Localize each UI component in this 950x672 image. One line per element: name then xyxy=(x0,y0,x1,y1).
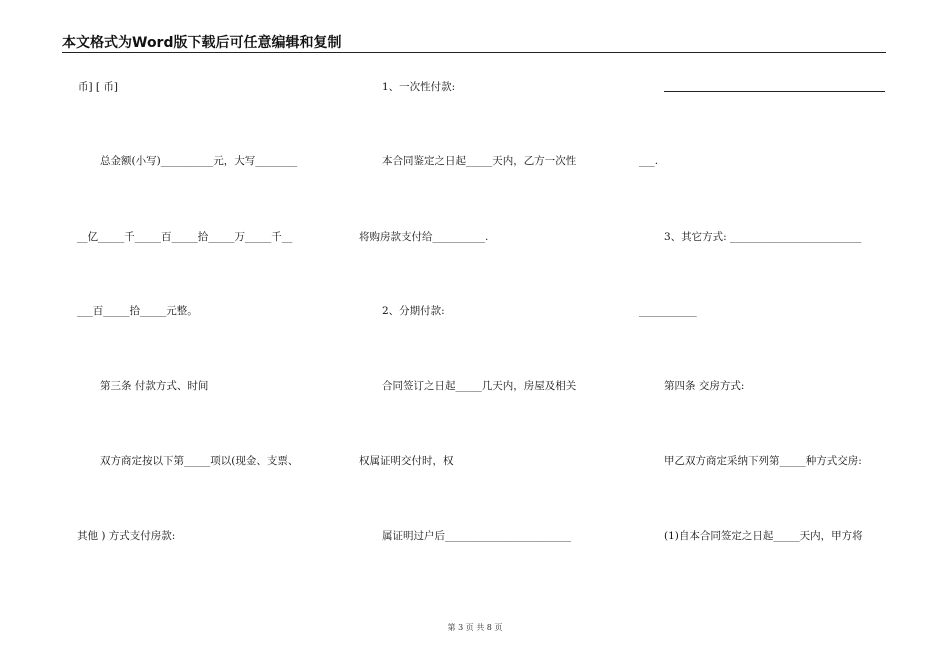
document-header: 本文格式为Word版下载后可任意编辑和复制 xyxy=(62,35,342,51)
header-divider xyxy=(62,52,886,53)
right-line-3: 3、其它方式: _________________________ xyxy=(664,231,862,243)
middle-line-2: 本合同鉴定之日起_____天内，乙方一次性 xyxy=(382,155,577,167)
middle-line-7: 属证明过户后________________________ xyxy=(382,530,571,542)
middle-line-5: 合同签订之日起_____几天内，房屋及相关 xyxy=(382,380,577,392)
left-line-2: 总金额(小写)__________元，大写________ xyxy=(100,155,298,167)
right-line-6: 甲乙双方商定采纳下列第_____种方式交房: xyxy=(664,455,862,467)
left-line-6: 双方商定按以下第_____项以(现金、支票、 xyxy=(100,455,299,467)
left-line-5: 第三条 付款方式、时间 xyxy=(100,380,209,392)
right-fill-line xyxy=(664,91,885,92)
right-line-2: ___. xyxy=(639,155,659,167)
page-number: 第 3 页 共 8 页 xyxy=(447,623,503,632)
left-line-4: ___百_____拾_____元整。 xyxy=(77,305,198,317)
left-line-7: 其他 ) 方式支付房款: xyxy=(77,530,176,542)
middle-line-4: 2、分期付款: xyxy=(382,305,445,317)
right-line-7: (1)自本合同签定之日起_____天内，甲方将 xyxy=(664,530,863,542)
right-line-4: ___________ xyxy=(639,305,697,317)
middle-line-3: 将购房款支付给__________. xyxy=(359,231,489,243)
left-line-1: 币] [ 币] xyxy=(78,81,118,93)
middle-line-6: 权属证明交付时，权 xyxy=(359,455,454,467)
left-line-3: __亿_____千_____百_____拾_____万_____千__ xyxy=(77,231,293,243)
right-line-5: 第四条 交房方式: xyxy=(664,380,745,392)
middle-line-1: 1、一次性付款: xyxy=(382,81,456,93)
